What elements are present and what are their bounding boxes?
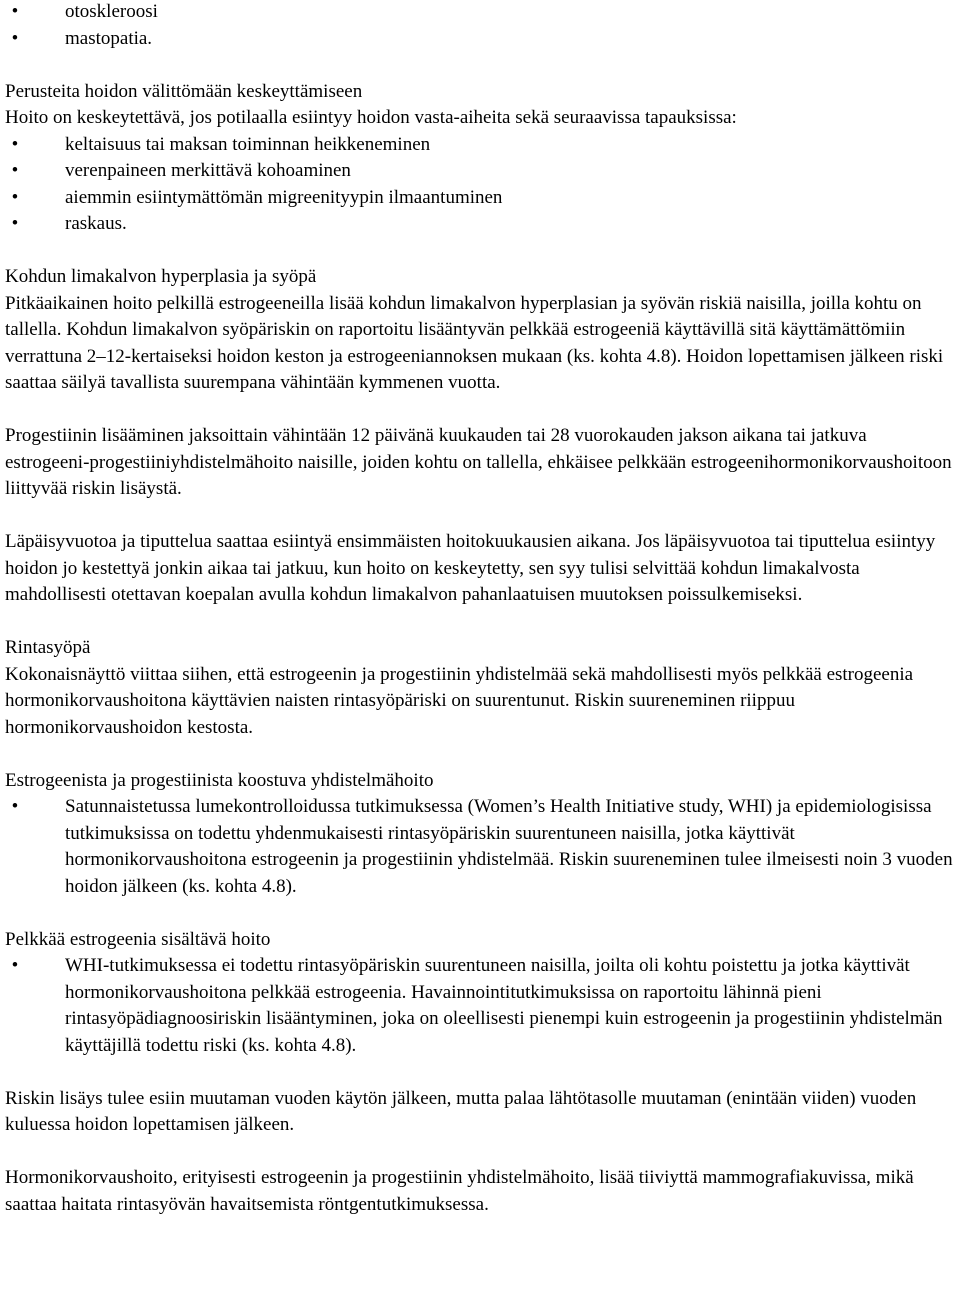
list-item-text: Satunnaistetussa lumekontrolloidussa tutkimuksessa (Women’s Health Initiative study, WHI) ja epidemiologisissa tutkimuksissa on todettu yhdenmukaisesti rintasyöpäriskin suurentuneen naisilla, jotka käyttivät hormonikorvaushoitona estrogeenin ja progestiinin yhdistelmää. Riskin suureneminen tulee ilmeisesti noin 3 vuoden hoidon jälkeen (ks. kohta 4.8). (65, 796, 953, 897)
list-item (5, 794, 955, 900)
bullet-icon: • (11, 27, 19, 49)
list-item (5, 26, 955, 53)
bullet-icon: • (11, 1, 19, 22)
subsection-heading-combination: Estrogeenista ja progestiinista koostuva yhdistelmähoito (5, 769, 434, 791)
paragraph: Progestiinin lisääminen jaksoittain vähintään 12 päivänä kuukauden tai 28 vuorokauden jakson aikana tai jatkuva estrogeeni-progestiiniyhdistelmähoito naisille, joiden kohtu on tallella, ehkäisee pelkkään estrogeenihormonikorvaushoitoon liittyvää riskin lisäystä. (5, 425, 952, 499)
paragraph: Hormonikorvaushoito, erityisesti estrogeenin ja progestiinin yhdistelmähoito, lisää tiiviyttä mammografiakuvissa, mikä saattaa haitata rintasyövän havaitsemista röntgentutkimuksessa. (5, 1167, 914, 1215)
section-intro: Hoito on keskeytettävä, jos potilaalla esiintyy hoidon vasta-aiheita sekä seuraavissa tapauksissa: (5, 107, 737, 128)
list-item-text: mastopatia. (65, 27, 153, 49)
list-item-text: WHI-tutkimuksessa ei todettu rintasyöpäriskin suurentuneen naisilla, joilta oli kohtu poistettu ja jotka käyttivät hormonikorvaushoitona pelkkää estrogeenia. Havainnointitutkimuksissa on raportoitu lähinnä pieni rintasyöpädiagnoosiriskin lisääntyminen, joka on oleellisesti pienempi kuin estrogeenin ja progestiinin yhdistelmän käyttäjillä todettu riski (ks. kohta 4.8). (65, 955, 943, 1056)
list-item-text: raskaus. (65, 213, 127, 234)
list-item (5, 185, 955, 212)
bullet-icon: • (11, 955, 19, 976)
list-item-text: aiemmin esiintymättömän migreenityypin ilmaantuminen (65, 186, 503, 208)
bullet-icon: • (11, 796, 19, 817)
list-item (5, 132, 955, 159)
list-item-text: keltaisuus tai maksan toiminnan heikkeneminen (65, 133, 431, 155)
paragraph: Riskin lisäys tulee esiin muutaman vuoden käytön jälkeen, mutta palaa lähtötasolle muutaman (enintään viiden) vuoden kuluessa hoidon lopettamisen jälkeen. (5, 1087, 917, 1135)
bullet-icon: • (11, 160, 19, 181)
list-item-text: verenpaineen merkittävä kohoaminen (65, 160, 351, 181)
subsection-heading-estrogen-only: Pelkkää estrogeenia sisältävä hoito (5, 928, 271, 950)
paragraph: Läpäisyvuotoa ja tiputtelua saattaa esiintyä ensimmäisten hoitokuukausien aikana. Jos läpäisyvuotoa tai tiputtelua esiintyy hoidon jo kestettyä jonkin aikaa tai jatkuu, kun hoito on keskeytetty, sen syy tulisi selvittää kohdun limakalvosta mahdollisesti otettavan koepalan avulla kohdun limakalvon pahanlaatuisen muutoksen poissulkemiseksi. (5, 531, 936, 605)
list-item (5, 158, 955, 185)
list-item-text: otoskleroosi (65, 1, 158, 22)
bullet-icon: • (11, 213, 19, 234)
section-heading-discontinuation: Perusteita hoidon välittömään keskeyttämiseen (5, 80, 363, 102)
document-page (5, 0, 955, 1218)
list-item (5, 0, 955, 26)
section-heading-breast-cancer: Rintasyöpä (5, 637, 91, 658)
list-item (5, 953, 955, 1059)
paragraph: Kokonaisnäyttö viittaa siihen, että estrogeenin ja progestiinin yhdistelmää sekä mahdollisesti myös pelkkää estrogeenia hormonikorvaushoitona käyttävien naisten rintasyöpäriski on suurentunut. Riskin suureneminen riippuu hormonikorvaushoidon kestosta. (5, 663, 914, 738)
bullet-icon: • (11, 186, 19, 208)
bullet-icon: • (11, 133, 19, 155)
section-heading-endometrial: Kohdun limakalvon hyperplasia ja syöpä (5, 266, 317, 287)
list-item (5, 211, 955, 238)
paragraph: Pitkäaikainen hoito pelkillä estrogeeneilla lisää kohdun limakalvon hyperplasian ja syövän riskiä naisilla, joilla kohtu on tallella. Kohdun limakalvon syöpäriskin on raportoitu lisääntyvän pelkkää estrogeeniä käyttävillä sitä käyttämättömiin verrattuna 2–12-kertaiseksi hoidon keston ja estrogeeniannoksen mukaan (ks. kohta 4.8). Hoidon lopettamisen jälkeen riski saattaa säilyä tavallista suurempana vähintään kymmenen vuotta. (5, 292, 944, 393)
